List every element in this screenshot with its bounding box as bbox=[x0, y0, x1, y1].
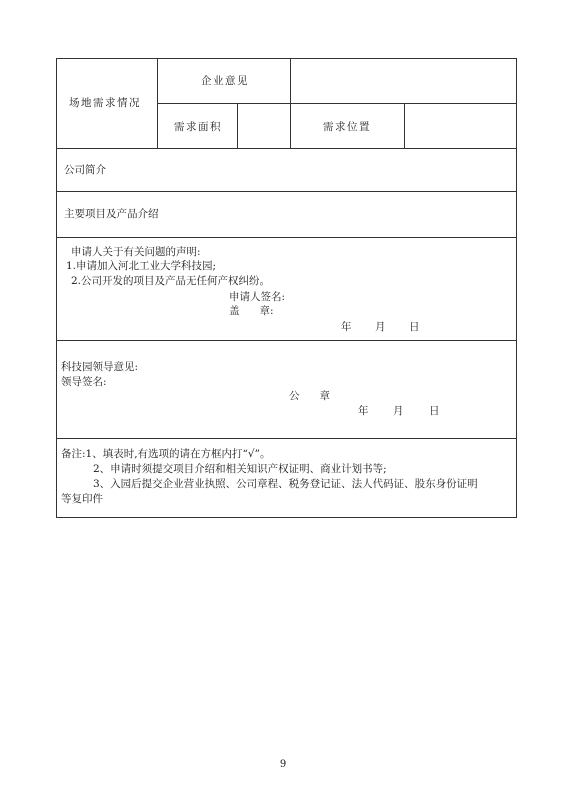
notes-line-4: 等复印件 bbox=[61, 493, 103, 505]
divider bbox=[157, 103, 517, 104]
divider bbox=[56, 438, 517, 439]
required-location-label: 需求位置 bbox=[323, 121, 371, 133]
declaration-item-2: 2.公司开发的项目及产品无任何产权纠纷。 bbox=[71, 275, 271, 287]
divider bbox=[290, 58, 291, 149]
applicant-signature-label: 申请人签名: bbox=[229, 291, 286, 303]
divider bbox=[237, 103, 238, 149]
declaration-date-year: 年 bbox=[341, 321, 352, 333]
park-leader-opinion-label: 科技园领导意见: bbox=[61, 361, 139, 373]
declaration-date-day: 日 bbox=[409, 321, 420, 333]
leader-date-year: 年 bbox=[358, 405, 369, 417]
leader-date-day: 日 bbox=[429, 405, 440, 417]
divider bbox=[56, 191, 517, 192]
divider bbox=[56, 148, 517, 149]
site-requirements-label: 场地需求情况 bbox=[69, 97, 141, 109]
leader-signature-label: 领导签名: bbox=[61, 376, 107, 388]
enterprise-opinion-field[interactable] bbox=[292, 60, 516, 102]
required-area-label: 需求面积 bbox=[174, 121, 222, 133]
required-area-field[interactable] bbox=[239, 105, 289, 147]
divider bbox=[404, 103, 405, 149]
applicant-stamp-label: 盖 章: bbox=[229, 305, 274, 317]
leader-date-month: 月 bbox=[393, 405, 404, 417]
notes-line-2: 2、申请时须提交项目介绍和相关知识产权证明、商业计划书等; bbox=[93, 463, 387, 475]
page-number: 9 bbox=[279, 759, 287, 770]
company-intro-label: 公司简介 bbox=[64, 164, 106, 176]
official-seal-label: 公 章 bbox=[289, 390, 331, 402]
divider bbox=[56, 340, 517, 341]
declaration-title: 申请人关于有关问题的声明: bbox=[71, 246, 201, 258]
enterprise-opinion-label: 企业意见 bbox=[201, 75, 249, 87]
required-location-field[interactable] bbox=[406, 105, 516, 147]
divider bbox=[56, 237, 517, 238]
declaration-date-month: 月 bbox=[375, 321, 386, 333]
declaration-item-1: 1.申请加入河北工业大学科技园; bbox=[66, 260, 217, 272]
project-intro-label: 主要项目及产品介绍 bbox=[64, 208, 159, 220]
notes-line-3: 3、入园后提交企业营业执照、公司章程、税务登记证、法人代码证、股东身份证明 bbox=[93, 478, 478, 490]
notes-line-1: 备注:1、填表时,有选项的请在方框内打“√”。 bbox=[61, 448, 271, 460]
